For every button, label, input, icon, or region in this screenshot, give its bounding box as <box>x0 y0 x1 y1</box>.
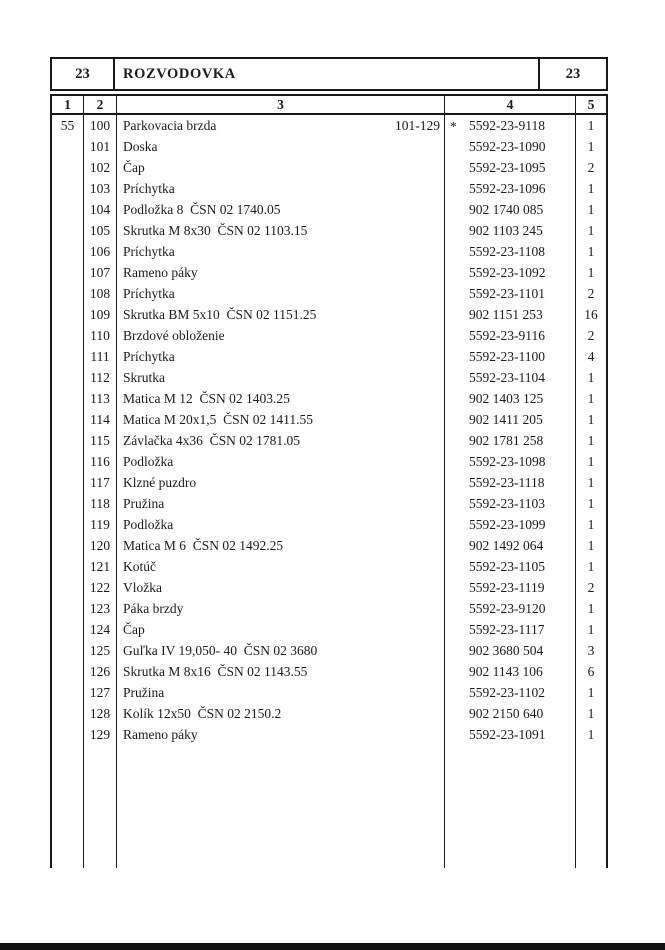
page-title: ROZVODOVKA <box>115 59 540 89</box>
position-cell: 55 <box>52 115 84 136</box>
quantity-cell: 1 <box>587 475 595 490</box>
position-cell <box>52 493 84 514</box>
part-number-text: 5592-23-1095 <box>469 160 546 175</box>
position-cell <box>52 409 84 430</box>
item-number-cell: 123 <box>84 598 117 619</box>
part-number-text: 5592-23-1105 <box>469 559 545 574</box>
position-cell <box>52 556 84 577</box>
part-number-cell <box>445 535 576 556</box>
part-number-text: 902 1492 064 <box>469 538 544 553</box>
part-number-text: 5592-23-1090 <box>469 139 546 154</box>
description-text: Pružina <box>123 496 165 511</box>
description-text: Kotúč <box>123 559 156 574</box>
quantity-cell: 1 <box>587 727 595 742</box>
description-text: Matica M 20x1,5 ČSN 02 1411.55 <box>123 412 313 427</box>
column-header-2: 2 <box>84 96 117 113</box>
part-number-cell <box>445 640 576 661</box>
part-number-cell <box>445 493 576 514</box>
item-number-cell: 105 <box>84 220 117 241</box>
description-text: Príchytka <box>123 181 175 196</box>
position-cell <box>52 199 84 220</box>
description-cell <box>117 178 445 199</box>
quantity-cell: 1 <box>587 538 595 553</box>
description-cell <box>117 724 445 745</box>
description-text: Príchytka <box>123 286 175 301</box>
description-cell <box>117 451 445 472</box>
position-cell <box>52 157 84 178</box>
quantity-cell: 1 <box>587 685 595 700</box>
description-text: Brzdové obloženie <box>123 328 225 343</box>
empty-cell <box>445 745 576 868</box>
item-number-cell: 118 <box>84 493 117 514</box>
description-cell <box>117 598 445 619</box>
position-cell <box>52 136 84 157</box>
empty-cell <box>576 745 606 868</box>
description-text: Čap <box>123 622 145 637</box>
quantity-cell: 1 <box>587 118 595 133</box>
part-number-cell <box>445 178 576 199</box>
item-number-cell: 124 <box>84 619 117 640</box>
description-text: Príchytka <box>123 244 175 259</box>
part-number-cell <box>445 241 576 262</box>
part-number-text: 902 1411 205 <box>469 412 543 427</box>
description-text: Skrutka BM 5x10 ČSN 02 1151.25 <box>123 307 317 322</box>
item-number-cell: 113 <box>84 388 117 409</box>
part-number-cell <box>445 388 576 409</box>
position-cell <box>52 304 84 325</box>
parts-table <box>50 57 608 868</box>
part-number-cell <box>445 514 576 535</box>
item-number-cell: 107 <box>84 262 117 283</box>
part-number-cell <box>445 157 576 178</box>
position-cell <box>52 640 84 661</box>
item-number-cell: 111 <box>84 346 117 367</box>
position-cell <box>52 598 84 619</box>
position-cell <box>52 619 84 640</box>
quantity-cell: 4 <box>587 349 595 364</box>
item-number-cell: 121 <box>84 556 117 577</box>
part-number-cell <box>445 409 576 430</box>
part-number-text: 902 1103 245 <box>469 223 543 238</box>
part-number-cell <box>445 430 576 451</box>
item-number-cell: 103 <box>84 178 117 199</box>
part-number-text: 5592-23-1098 <box>469 454 546 469</box>
table-title-row <box>50 57 608 91</box>
section-number-left: 23 <box>52 59 115 89</box>
part-number-text: 5592-23-1096 <box>469 181 546 196</box>
description-cell <box>117 514 445 535</box>
item-number-cell: 106 <box>84 241 117 262</box>
part-number-text: 5592-23-1102 <box>469 685 545 700</box>
part-number-cell <box>445 577 576 598</box>
item-number-cell: 114 <box>84 409 117 430</box>
part-number-text: 5592-23-1091 <box>469 727 546 742</box>
column-header-5: 5 <box>587 97 595 112</box>
part-number-text: 5592-23-1100 <box>469 349 545 364</box>
position-cell <box>52 283 84 304</box>
part-number-cell <box>445 661 576 682</box>
item-number-cell: 122 <box>84 577 117 598</box>
quantity-cell: 2 <box>587 160 595 175</box>
description-cell <box>117 262 445 283</box>
description-cell <box>117 283 445 304</box>
description-cell <box>117 556 445 577</box>
description-text: Páka brzdy <box>123 601 184 616</box>
item-number-cell: 129 <box>84 724 117 745</box>
item-number-cell: 102 <box>84 157 117 178</box>
part-number-text: 5592-23-1104 <box>469 370 545 385</box>
column-header-row <box>50 94 608 115</box>
quantity-cell: 1 <box>587 244 595 259</box>
item-number-cell: 101 <box>84 136 117 157</box>
part-number-cell <box>445 136 576 157</box>
description-cell <box>117 241 445 262</box>
part-number-text: 5592-23-1103 <box>469 496 545 511</box>
description-text: Guľka IV 19,050- 40 ČSN 02 3680 <box>123 643 318 658</box>
description-text: Doska <box>123 139 158 154</box>
description-cell <box>117 640 445 661</box>
description-cell <box>117 661 445 682</box>
description-text: Podložka <box>123 454 174 469</box>
description-text: Kolík 12x50 ČSN 02 2150.2 <box>123 706 282 721</box>
part-number-cell <box>445 451 576 472</box>
description-text: Podložka 8 ČSN 02 1740.05 <box>123 202 281 217</box>
part-number-cell <box>445 619 576 640</box>
description-text: Vložka <box>123 580 162 595</box>
empty-cell <box>52 745 84 868</box>
quantity-cell: 16 <box>584 307 598 322</box>
part-number-cell <box>445 682 576 703</box>
item-number-cell: 126 <box>84 661 117 682</box>
item-number-cell: 119 <box>84 514 117 535</box>
part-number-cell <box>445 598 576 619</box>
description-cell <box>117 199 445 220</box>
description-cell <box>117 472 445 493</box>
description-text: Príchytka <box>123 349 175 364</box>
part-number-text: 5592-23-9116 <box>469 328 545 343</box>
description-cell <box>117 493 445 514</box>
description-cell <box>117 304 445 325</box>
part-number-text: 5592-23-1108 <box>469 244 545 259</box>
column-header-4: 4 <box>445 96 576 113</box>
description-text: Rameno páky <box>123 727 198 742</box>
description-cell <box>117 157 445 178</box>
description-text: Skrutka M 8x16 ČSN 02 1143.55 <box>123 664 308 679</box>
position-cell <box>52 661 84 682</box>
position-cell <box>52 577 84 598</box>
description-cell <box>117 619 445 640</box>
position-cell <box>52 682 84 703</box>
part-number-cell <box>445 262 576 283</box>
item-number-cell: 100 <box>84 115 117 136</box>
part-number-cell <box>445 325 576 346</box>
description-cell <box>117 409 445 430</box>
quantity-cell: 3 <box>587 643 595 658</box>
position-cell <box>52 346 84 367</box>
position-cell <box>52 220 84 241</box>
position-cell <box>52 724 84 745</box>
description-cell <box>117 136 445 157</box>
quantity-cell: 2 <box>587 580 595 595</box>
description-cell <box>117 115 445 136</box>
description-cell <box>117 430 445 451</box>
description-cell <box>117 703 445 724</box>
description-text: Závlačka 4x36 ČSN 02 1781.05 <box>123 433 300 448</box>
part-number-text: 902 3680 504 <box>469 643 544 658</box>
description-text: Pružina <box>123 685 165 700</box>
description-text: Rameno páky <box>123 265 198 280</box>
description-cell <box>117 220 445 241</box>
part-number-cell <box>445 367 576 388</box>
section-number-right: 23 <box>565 66 581 82</box>
quantity-cell: 1 <box>587 559 595 574</box>
item-number-cell: 110 <box>84 325 117 346</box>
scan-edge-bar <box>0 943 665 950</box>
column-header-1: 1 <box>52 96 84 113</box>
quantity-cell: 6 <box>587 664 595 679</box>
part-number-text: 5592-23-1117 <box>469 622 545 637</box>
quantity-cell: 1 <box>587 601 595 616</box>
part-number-cell <box>445 115 576 136</box>
part-number-cell <box>445 283 576 304</box>
part-number-text: 5592-23-9118 <box>469 118 545 133</box>
position-cell <box>52 325 84 346</box>
description-cell <box>117 682 445 703</box>
description-text: Parkovacia brzda <box>123 118 217 133</box>
description-cell <box>117 325 445 346</box>
item-number-cell: 116 <box>84 451 117 472</box>
part-number-text: 902 1151 253 <box>469 307 543 322</box>
description-cell <box>117 577 445 598</box>
item-number-cell: 115 <box>84 430 117 451</box>
item-number-cell: 117 <box>84 472 117 493</box>
description-cell <box>117 367 445 388</box>
item-number-cell: 127 <box>84 682 117 703</box>
quantity-cell: 1 <box>587 412 595 427</box>
quantity-cell: 1 <box>587 181 595 196</box>
description-cell <box>117 535 445 556</box>
description-text: Skrutka <box>123 370 165 385</box>
item-number-cell: 128 <box>84 703 117 724</box>
position-cell <box>52 178 84 199</box>
item-number-cell: 125 <box>84 640 117 661</box>
part-number-cell <box>445 703 576 724</box>
part-number-text: 5592-23-1118 <box>469 475 545 490</box>
quantity-cell: 1 <box>587 370 595 385</box>
position-cell <box>52 388 84 409</box>
table-body <box>50 115 608 868</box>
quantity-cell: 1 <box>587 391 595 406</box>
part-number-text: 902 2150 640 <box>469 706 544 721</box>
part-number-cell <box>445 199 576 220</box>
column-header-3: 3 <box>117 96 445 113</box>
quantity-cell: 2 <box>587 328 595 343</box>
position-cell <box>52 472 84 493</box>
position-cell <box>52 451 84 472</box>
part-number-text: 5592-23-1101 <box>469 286 545 301</box>
position-cell <box>52 430 84 451</box>
position-cell <box>52 703 84 724</box>
quantity-cell: 1 <box>587 454 595 469</box>
description-text: Matica M 6 ČSN 02 1492.25 <box>123 538 284 553</box>
part-number-cell <box>445 556 576 577</box>
position-cell <box>52 367 84 388</box>
quantity-cell: 1 <box>587 202 595 217</box>
part-number-text: 5592-23-1092 <box>469 265 546 280</box>
description-text: Podložka <box>123 517 174 532</box>
position-cell <box>52 535 84 556</box>
position-cell <box>52 514 84 535</box>
part-number-text: 5592-23-9120 <box>469 601 546 616</box>
item-number-cell: 108 <box>84 283 117 304</box>
quantity-cell: 1 <box>587 433 595 448</box>
part-number-cell <box>445 220 576 241</box>
asterisk-mark: * <box>450 119 457 134</box>
part-number-cell <box>445 724 576 745</box>
quantity-cell: 1 <box>587 517 595 532</box>
position-cell <box>52 241 84 262</box>
item-number-cell: 112 <box>84 367 117 388</box>
item-number-cell: 120 <box>84 535 117 556</box>
part-number-cell <box>445 346 576 367</box>
position-cell <box>52 262 84 283</box>
item-number-cell: 104 <box>84 199 117 220</box>
empty-cell <box>84 745 117 868</box>
description-text: Klzné puzdro <box>123 475 197 490</box>
part-number-text: 902 1781 258 <box>469 433 544 448</box>
empty-cell <box>117 745 445 868</box>
item-range-text: 101-129 <box>395 118 440 133</box>
part-number-text: 902 1143 106 <box>469 664 543 679</box>
part-number-text: 902 1403 125 <box>469 391 544 406</box>
quantity-cell: 1 <box>587 706 595 721</box>
quantity-cell: 1 <box>587 223 595 238</box>
item-number-cell: 109 <box>84 304 117 325</box>
description-text: Čap <box>123 160 145 175</box>
description-text: Matica M 12 ČSN 02 1403.25 <box>123 391 290 406</box>
description-text: Skrutka M 8x30 ČSN 02 1103.15 <box>123 223 308 238</box>
description-cell <box>117 346 445 367</box>
part-number-text: 5592-23-1119 <box>469 580 545 595</box>
part-number-text: 5592-23-1099 <box>469 517 546 532</box>
description-cell <box>117 388 445 409</box>
quantity-cell: 1 <box>587 622 595 637</box>
quantity-cell: 1 <box>587 265 595 280</box>
part-number-cell <box>445 472 576 493</box>
part-number-text: 902 1740 085 <box>469 202 544 217</box>
quantity-cell: 1 <box>587 496 595 511</box>
quantity-cell: 2 <box>587 286 595 301</box>
quantity-cell: 1 <box>587 139 595 154</box>
part-number-cell <box>445 304 576 325</box>
